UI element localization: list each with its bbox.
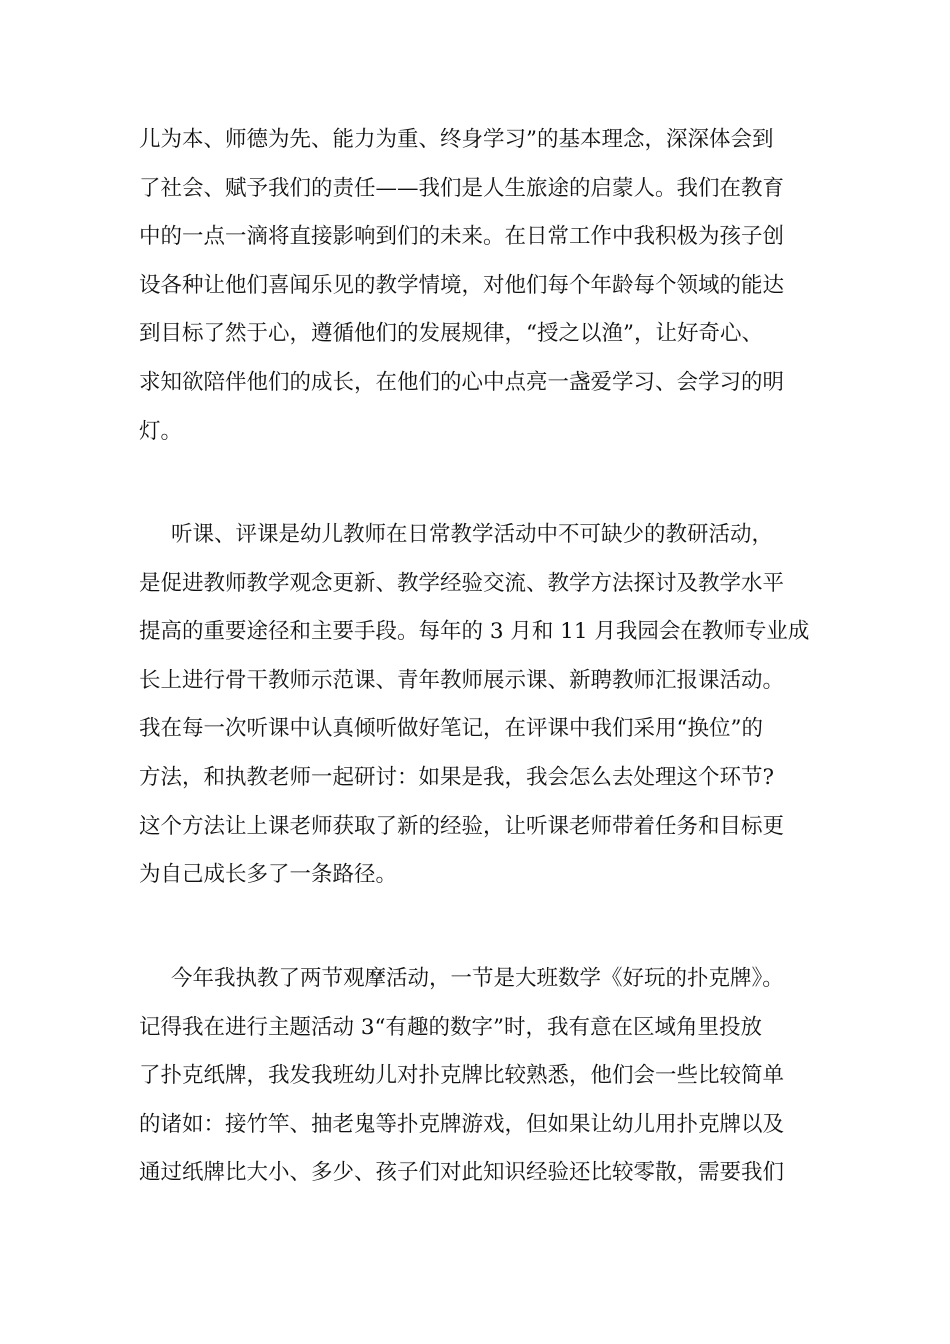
- text-line: 长上进行骨干教师示范课、青年教师展示课、新聘教师汇报课活动。: [139, 667, 785, 693]
- paragraph-2: [139, 511, 819, 900]
- text-line: 到目标了然于心，遵循他们的发展规律，“授之以渔”，让好奇心、: [139, 321, 763, 347]
- text-line: 这个方法让上课老师获取了新的经验，让听课老师带着任务和目标更: [139, 813, 785, 839]
- text-line: 儿为本、师德为先、能力为重、终身学习”的基本理念，深深体会到: [139, 127, 774, 152]
- text-line: 了扑克纸牌，我发我班幼儿对扑克牌比较熟悉，他们会一些比较简单: [139, 1063, 785, 1089]
- text-line: 听课、评课是幼儿教师在日常教学活动中不可缺少的教研活动，: [171, 522, 774, 547]
- paragraph-3: [139, 955, 819, 1198]
- text-line: 的诸如：接竹竿、抽老鬼等扑克牌游戏，但如果让幼儿用扑克牌以及: [139, 1111, 785, 1137]
- text-line: 是促进教师教学观念更新、教学经验交流、教学方法探讨及教学水平: [139, 570, 785, 596]
- text-line: 今年我执教了两节观摩活动，一节是大班数学《好玩的扑克牌》。: [171, 966, 784, 991]
- text-line: 灯。: [139, 418, 183, 444]
- text-line: 方法，和执教老师一起研讨：如果是我，我会怎么去处理这个环节?: [139, 764, 775, 790]
- text-line: 为自己成长多了一条路径。: [139, 862, 398, 888]
- text-line: 提高的重要途径和主要手段。每年的 3 月和 11 月我园会在教师专业成: [139, 619, 810, 645]
- text-line: 记得我在进行主题活动 3“有趣的数字”时，我有意在区域角里投放: [139, 1014, 762, 1040]
- paragraph-1: [139, 116, 819, 456]
- text-line: 设各种让他们喜闻乐见的教学情境，对他们每个年龄每个领域的能达: [139, 272, 785, 298]
- text-line: 通过纸牌比大小、多少、孩子们对此知识经验还比较零散，需要我们: [139, 1160, 785, 1186]
- text-line: 求知欲陪伴他们的成长，在他们的心中点亮一盏爱学习、会学习的明: [139, 369, 785, 395]
- text-line: 我在每一次听课中认真倾听做好笔记，在评课中我们采用“换位”的: [139, 716, 763, 742]
- text-line: 中的一点一滴将直接影响到们的未来。在日常工作中我积极为孩子创: [139, 224, 785, 250]
- text-line: 了社会、赋予我们的责任——我们是人生旅途的启蒙人。我们在教育: [139, 175, 785, 201]
